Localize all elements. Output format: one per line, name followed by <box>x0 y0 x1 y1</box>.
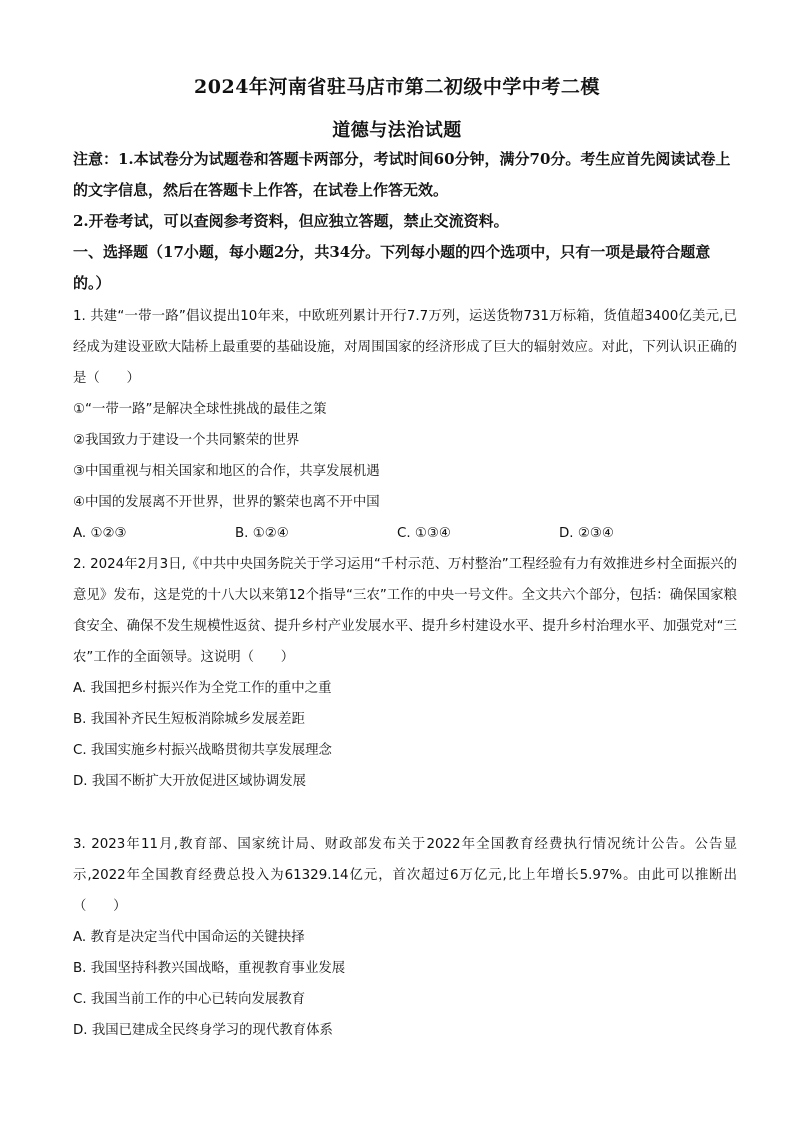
question-1 <box>73 301 737 549</box>
notice-line-1: 注意：1.本试卷分为试题卷和答题卡两部分，考试时间60分钟，满分70分。考生应首先阅读试卷上的文字信息，然后在答题卡上作答，在试卷上作答无效。 <box>73 150 731 199</box>
statement-3: ③中国重视与相关国家和地区的合作，共享发展机遇 <box>73 464 380 479</box>
question-3 <box>73 829 737 1046</box>
option-d: D. 我国不断扩大开放促进区域协调发展 <box>73 774 307 789</box>
statement-4: ④中国的发展离不开世界，世界的繁荣也离不开中国 <box>73 495 380 510</box>
option-a: A. ①②③ <box>73 526 127 541</box>
question-2 <box>73 549 737 797</box>
option-d: D. 我国已建成全民终身学习的现代教育体系 <box>73 1023 333 1038</box>
option-a: A. 我国把乡村振兴作为全党工作的重中之重 <box>73 681 332 696</box>
option-b: B. ①②④ <box>235 526 289 541</box>
page-subtitle: 道德与法治试题 <box>332 120 462 141</box>
question-stem: 3. 2023年11月,教育部、国家统计局、财政部发布关于2022年全国教育经费执行情况统计公告。公告显示,2022年全国教育经费总投入为61329.14亿元，首次超过6万亿元,比上年增长5.97%。由此可以推断出（ ） <box>73 837 737 914</box>
notice-line-2: 2.开卷考试，可以查阅参考资料，但应独立答题，禁止交流资料。 <box>73 212 509 230</box>
option-b: B. 我国坚持科教兴国战略，重视教育事业发展 <box>73 961 346 976</box>
statement-2: ②我国致力于建设一个共同繁荣的世界 <box>73 433 300 448</box>
option-b: B. 我国补齐民生短板消除城乡发展差距 <box>73 712 305 727</box>
page-title: 2024年河南省驻马店市第二初级中学中考二模 <box>194 76 600 98</box>
question-stem: 1. 共建“一带一路”倡议提出10年来，中欧班列累计开行7.7万列，运送货物731万标箱，货值超3400亿美元,已经成为建设亚欧大陆桥上最重要的基础设施，对周围国家的经济形成了巨大的辐射效应。对此，下列认识正确的是（ ） <box>73 309 737 386</box>
exam-notice <box>73 144 733 237</box>
question-stem: 2. 2024年2月3日,《中共中央国务院关于学习运用“千村示范、万村整治”工程经验有力有效推进乡村全面振兴的意见》发布，这是党的十八大以来第12个指导“三农”工作的中央一号文件。全文共六个部分，包括：确保国家粮食安全、确保不发生规模性返贫、提升乡村产业发展水平、提升乡村建设水平、提升乡村治理水平、加强党对“三农”工作的全面领导。这说明（ ） <box>73 557 737 665</box>
option-c: C. ①③④ <box>397 526 451 541</box>
options-row <box>73 518 737 549</box>
statement-1: ①“一带一路”是解决全球性挑战的最佳之策 <box>73 402 327 417</box>
option-d: D. ②③④ <box>559 526 614 541</box>
option-a: A. 教育是决定当代中国命运的关键抉择 <box>73 930 305 945</box>
section-heading: 一、选择题（17小题，每小题2分，共34分。下列每小题的四个选项中，只有一项是最符合题意的。） <box>73 243 711 292</box>
option-c: C. 我国实施乡村振兴战略贯彻共享发展理念 <box>73 743 332 758</box>
option-c: C. 我国当前工作的中心已转向发展教育 <box>73 992 306 1007</box>
